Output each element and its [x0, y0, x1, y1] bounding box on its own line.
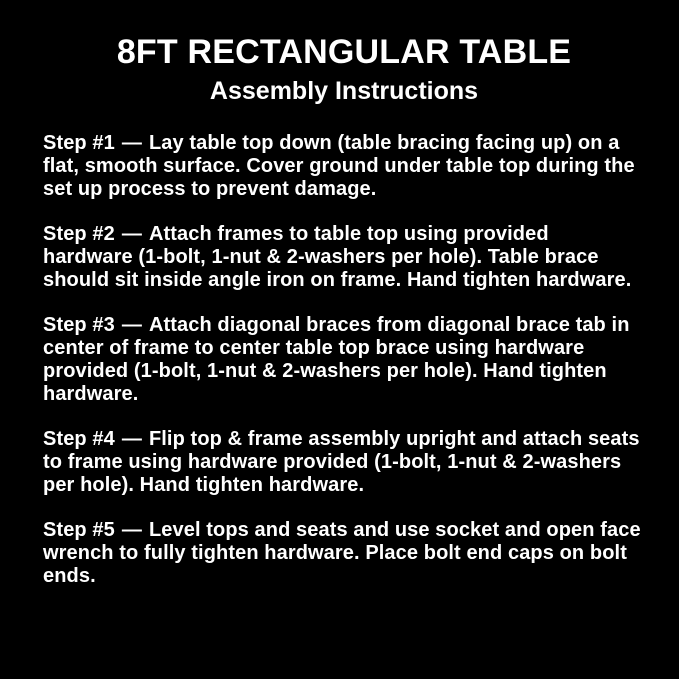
- page-subtitle: Assembly Instructions: [209, 77, 479, 105]
- step-5-text: Level tops and seats and use socket and open face wrench to fully tighten hardware. Place bolt end caps on bolt ends.: [43, 519, 641, 587]
- step-1-text: Lay table top down (table bracing facing up) on a flat, smooth surface. Cover ground under table top during the set up process to prevent damage.: [43, 132, 635, 200]
- step-1-label: Step #1: [43, 132, 115, 154]
- step-2: [43, 223, 643, 292]
- step-4-text: Flip top & frame assembly upright and attach seats to frame using hardware provided (1-bolt, 1-nut & 2-washers per hole). Hand tighten hardware.: [43, 428, 640, 496]
- step-2-label: Step #2: [43, 223, 115, 245]
- step-3-label: Step #3: [43, 314, 115, 336]
- em-dash: —: [121, 519, 142, 541]
- em-dash: —: [121, 314, 142, 336]
- page-title: 8FT RECTANGULAR TABLE: [116, 33, 572, 71]
- step-1: [43, 132, 643, 201]
- step-4: [43, 428, 643, 497]
- em-dash: —: [121, 132, 142, 154]
- step-4-label: Step #4: [43, 428, 115, 450]
- step-2-text: Attach frames to table top using provided hardware (1-bolt, 1-nut & 2-washers per hole). Table brace should sit inside angle iron on frame. Hand tighten hardware.: [43, 223, 632, 291]
- step-3: [43, 314, 643, 406]
- step-5: [43, 519, 643, 588]
- steps-list: [43, 132, 643, 588]
- em-dash: —: [121, 223, 142, 245]
- em-dash: —: [121, 428, 142, 450]
- step-3-text: Attach diagonal braces from diagonal brace tab in center of frame to center table top brace using hardware provided (1-bolt, 1-nut & 2-washers per hole). Hand tighten hardware.: [43, 314, 630, 405]
- step-5-label: Step #5: [43, 519, 115, 541]
